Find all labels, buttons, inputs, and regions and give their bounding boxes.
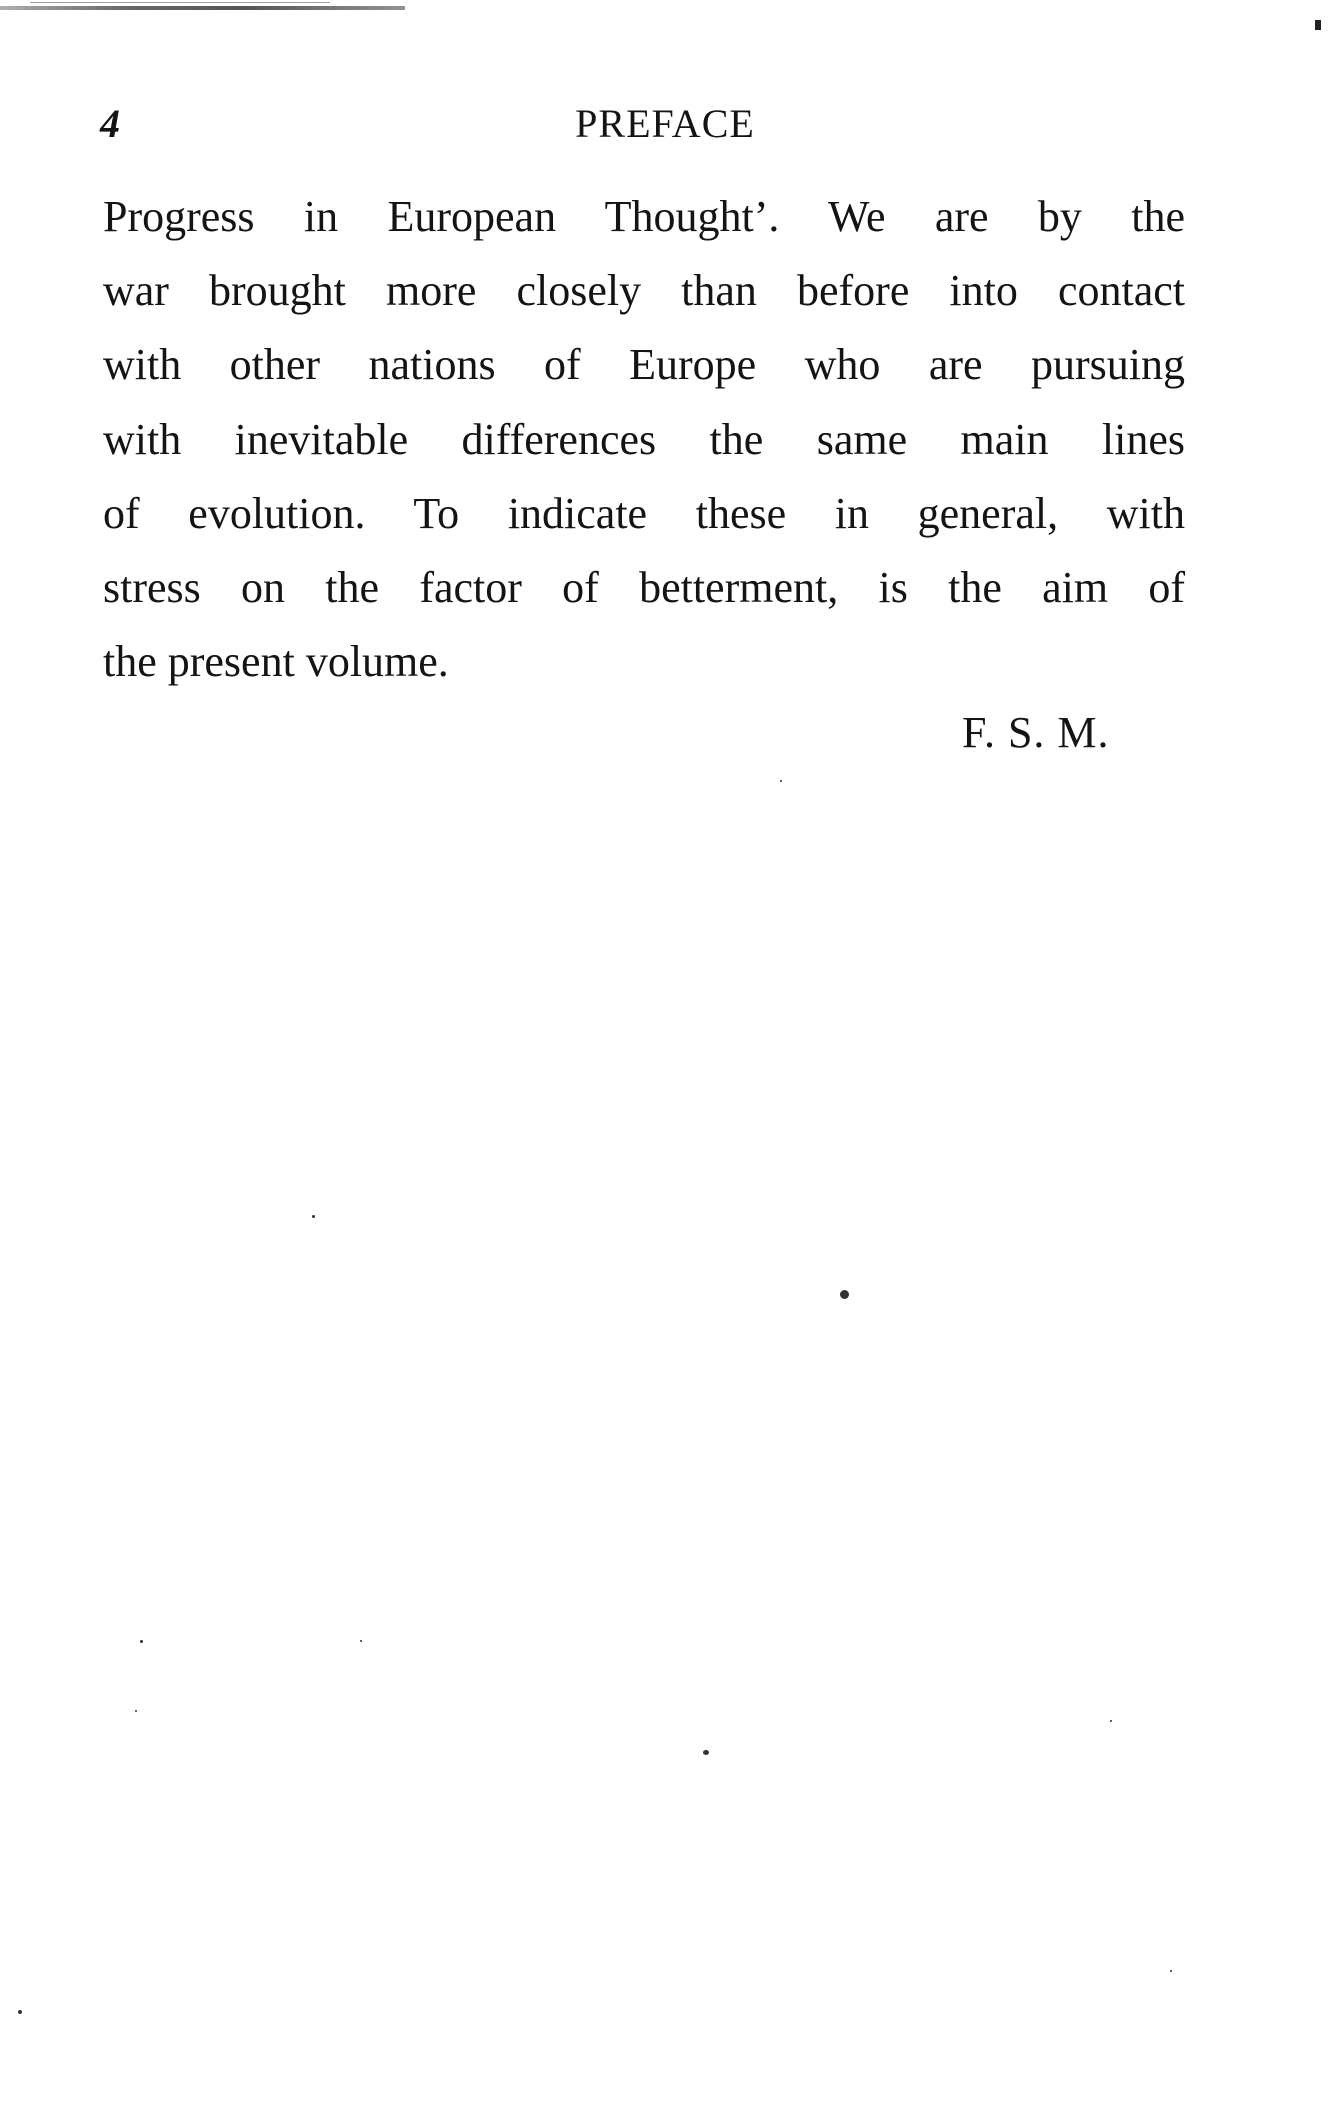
scan-speck bbox=[312, 1215, 315, 1218]
scan-speck bbox=[703, 1750, 709, 1755]
running-head: PREFACE bbox=[575, 101, 755, 146]
text-line: stress on the factor of betterment, is the aim of bbox=[103, 562, 1185, 612]
scan-speck bbox=[780, 780, 782, 782]
text-line: with other nations of Europe who are pursuing bbox=[103, 340, 1185, 390]
text-line: the present volume. bbox=[103, 637, 449, 687]
scan-speck bbox=[18, 2010, 22, 2014]
page-number: 4 bbox=[100, 101, 120, 146]
text-line: of evolution. To indicate these in general, with bbox=[103, 488, 1185, 538]
scan-speck bbox=[1170, 1970, 1172, 1972]
scan-speck bbox=[140, 1640, 143, 1643]
page-header bbox=[100, 98, 1190, 150]
scan-edge-line bbox=[30, 2, 330, 3]
text-line: with inevitable differences the same main lines bbox=[103, 414, 1185, 464]
text-line: Progress in European Thought’. We are by the bbox=[103, 192, 1185, 241]
scan-speck bbox=[1110, 1720, 1112, 1722]
scan-speck bbox=[135, 1710, 137, 1712]
scan-speck bbox=[840, 1290, 849, 1299]
scan-corner-mark bbox=[1315, 20, 1321, 30]
author-initials: F. S. M. bbox=[962, 708, 1110, 757]
scan-edge-rule bbox=[0, 6, 405, 10]
scan-speck bbox=[360, 1640, 362, 1642]
text-line: war brought more closely than before into contact bbox=[103, 266, 1185, 316]
preface-paragraph bbox=[103, 180, 1185, 699]
